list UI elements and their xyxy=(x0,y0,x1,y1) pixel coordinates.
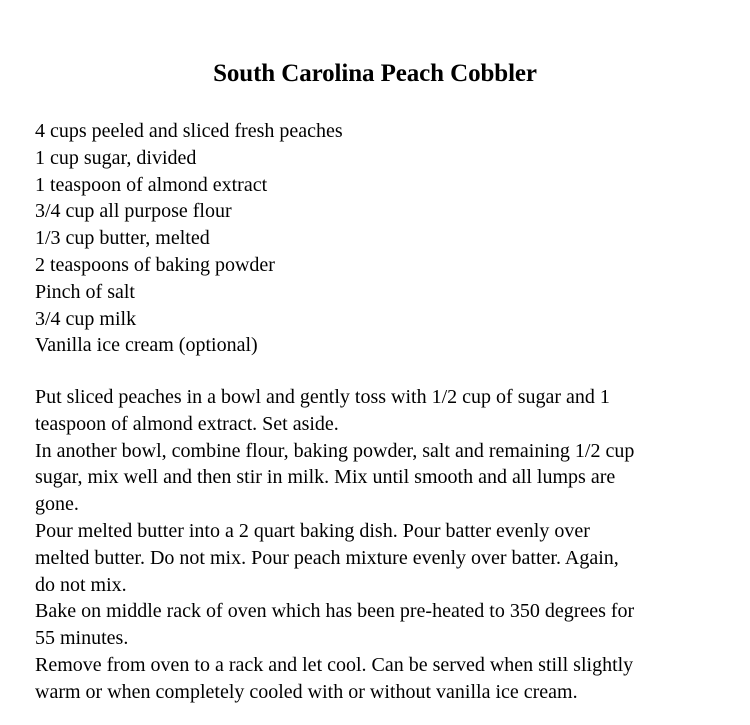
direction-line: sugar, mix well and then stir in milk. Mix until smooth and all lumps are xyxy=(35,466,616,489)
direction-line: Put sliced peaches in a bowl and gently toss with 1/2 cup of sugar and 1 xyxy=(35,386,610,408)
direction-step xyxy=(35,518,735,598)
directions xyxy=(35,384,735,706)
direction-line: melted butter. Do not mix. Pour peach mixture evenly over batter. Again, xyxy=(35,546,619,569)
direction-line: Remove from oven to a rack and let cool. Can be served when still slightly xyxy=(35,653,634,676)
direction-line: warm or when completely cooled with or without vanilla ice cream. xyxy=(35,680,578,703)
ingredient-item: Pinch of salt xyxy=(35,280,135,303)
direction-line: In another bowl, combine flour, baking powder, salt and remaining 1/2 cup xyxy=(35,439,635,462)
ingredient-item: 3/4 cup milk xyxy=(35,307,137,330)
ingredient-item: 1 cup sugar, divided xyxy=(35,146,197,169)
ingredient-item: 2 teaspoons of baking powder xyxy=(35,253,275,276)
direction-step xyxy=(35,598,735,652)
direction-line: do not mix. xyxy=(35,573,127,596)
direction-line: Pour melted butter into a 2 quart baking dish. Pour batter evenly over xyxy=(35,519,590,542)
direction-step xyxy=(35,384,735,438)
ingredient-item: Vanilla ice cream (optional) xyxy=(35,334,258,357)
direction-step xyxy=(35,652,735,706)
recipe-title: South Carolina Peach Cobbler xyxy=(213,60,537,87)
direction-line: teaspoon of almond extract. Set aside. xyxy=(35,412,339,435)
direction-step xyxy=(35,438,735,518)
direction-line: Bake on middle rack of oven which has been pre-heated to 350 degrees for xyxy=(35,600,635,623)
direction-line: 55 minutes. xyxy=(35,627,129,650)
ingredient-item: 4 cups peeled and sliced fresh peaches xyxy=(35,120,343,142)
direction-line: gone. xyxy=(35,493,79,516)
ingredient-item: 1/3 cup butter, melted xyxy=(35,227,210,250)
ingredient-item: 1 teaspoon of almond extract xyxy=(35,173,268,196)
ingredient-list xyxy=(35,118,343,359)
ingredient-item: 3/4 cup all purpose flour xyxy=(35,200,232,223)
